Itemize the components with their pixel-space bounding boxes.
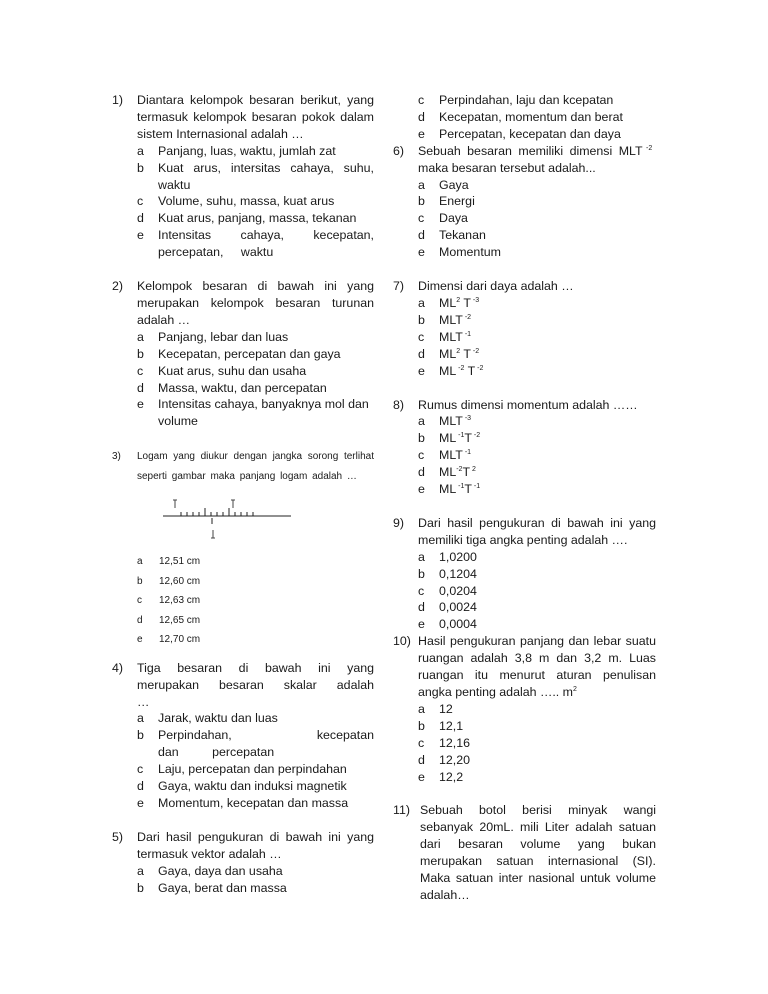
option-a [418,549,656,566]
option-e [418,481,656,498]
option-letter: a [137,711,144,726]
option-d [418,599,656,616]
option-letter: b [418,431,425,446]
option-letter: d [137,380,144,395]
dimension-exponent: -2 [456,364,465,372]
option-d [137,778,374,795]
option-text: Massa, waktu, dan percepatan [158,380,327,395]
option-text: Volume, suhu, massa, kuat arus [158,194,335,209]
question-number: 10) [393,634,411,649]
option-text: Panjang, luas, waktu, jumlah zat [158,143,336,158]
option-c [137,363,374,380]
left-column [112,92,374,897]
dimension-base: T [464,431,472,446]
option-text: Daya [439,211,468,226]
dimension-base: ML [439,295,457,310]
option-text: 0,0004 [439,617,477,632]
dimension-exponent: 2 [470,466,476,474]
option-letter: d [418,752,425,767]
option-letter: e [137,397,144,412]
question-text: Rumus dimensi momentum adalah …… [418,397,638,412]
option-a [418,295,656,312]
dimension-exponent: -1 [471,483,481,491]
option-text: Laju, percepatan dan perpindahan [158,762,347,777]
dimension-exponent: -2 [471,432,481,440]
question-text: Tiga besaran di bawah ini yang merupakan besaran skalar adalah … [137,660,374,709]
dimension-exponent: -1 [456,483,465,491]
option-text: 0,0204 [439,583,477,598]
option-b [418,312,656,329]
dimension-base: T [464,363,476,378]
dimension-exponent: -2 [462,313,472,321]
dimension-base: ML [439,465,457,480]
option-a [418,701,656,718]
option-text: 12,70 cm [159,634,201,646]
dimension-exponent: -2 [470,347,480,355]
option-text: 12,2 [439,769,464,784]
option-letter: b [418,718,425,733]
option-c [137,193,374,210]
question-10 [393,633,656,785]
option-c [418,210,656,227]
option-c [418,583,656,600]
option-text: Momentum [439,245,501,260]
unit-exponent: 2 [573,686,577,693]
option-letter: d [137,779,144,794]
option-d [418,109,656,126]
option-letter: e [418,363,425,378]
option-text: Percepatan, kecepatan dan daya [439,126,621,141]
vernier-ticks [181,508,253,516]
option-letter: e [418,126,425,141]
dimension-exponent: -3 [470,296,480,304]
option-letter: a [137,329,144,344]
option-d [418,227,656,244]
question-number: 8) [393,397,405,412]
dimension-exponent: -1 [462,330,472,338]
option-a [137,552,374,572]
option-b [418,718,656,735]
option-text: 12 [439,701,453,716]
option-text: Kecepatan, momentum dan berat [439,109,623,124]
right-column [393,92,656,904]
option-e [418,126,656,143]
question-number: 7) [393,279,405,294]
option-text: 12,20 [439,752,471,767]
dimension-base: ML [439,431,457,446]
option-e [137,795,374,812]
option-text: Gaya, waktu dan induksi magnetik [158,779,347,794]
option-letter: c [137,595,142,607]
option-text: 12,63 cm [159,595,201,607]
option-letter: b [418,194,425,209]
dimension-exponent: -3 [462,415,472,423]
option-a [418,177,656,194]
question-9 [393,515,656,633]
option-text: 12,60 cm [159,575,201,587]
option-letter: b [137,880,144,895]
question-number: 11) [393,803,410,818]
dimension-base: ML [439,482,457,497]
option-d [418,752,656,769]
dimension-exponent: -2 [475,364,484,372]
option-letter: c [137,363,144,378]
option-text: Kuat arus, panjang, massa, tekanan [158,211,357,226]
option-letter: d [418,346,425,361]
question-number: 4) [112,660,124,675]
option-letter: a [137,556,143,568]
option-letter: d [418,600,425,615]
option-letter: e [418,617,425,632]
question-text-after: maka besaran tersebut adalah... [418,160,596,175]
option-letter: a [137,863,144,878]
option-letter: b [137,575,143,587]
option-e [418,244,656,261]
option-letter: c [418,211,425,226]
option-b [418,566,656,583]
option-text: 12,1 [439,718,464,733]
question-4 [112,660,374,812]
option-a [137,143,374,160]
option-d [137,611,374,631]
option-a [418,413,656,430]
option-e [418,616,656,633]
question-text: Sebuah botol berisi minyak wangi sebanyak 20mL. mili Liter adalah satuan dari besaran volume yang bukan merupakan satuan internasional (SI). Maka satuan inter nasional untuk volume adalah… [420,803,656,902]
option-letter: c [418,448,425,463]
question-8 [393,397,656,498]
option-d [418,464,656,481]
option-text: 12,65 cm [159,614,201,626]
option-a [137,710,374,727]
option-letter: d [137,614,143,626]
question-5 [112,829,374,897]
option-c [137,591,374,611]
dimension-exponent: 2 [456,347,461,355]
option-b [137,160,374,194]
question-7 [393,278,656,379]
question-text: Diantara kelompok besaran berikut, yang termasuk kelompok besaran pokok dalam sistem Internasional adalah … [137,93,374,141]
question-number: 1) [112,93,124,107]
option-letter: a [418,177,425,192]
dimension-exponent: -2 [456,466,463,474]
dimension-exponent: 2 [456,296,461,304]
option-text: Gaya [439,177,469,192]
option-letter: c [418,735,425,750]
option-letter: c [418,93,425,107]
option-c [418,92,656,109]
question-text: Dari hasil pengukuran di bawah ini yang termasuk vektor adalah … [137,829,374,861]
option-letter: c [137,194,144,209]
dimension-exponent: -2 [646,144,653,152]
option-letter: a [418,414,425,429]
question-text: Kelompok besaran di bawah ini yang merupakan kelompok besaran turunan adalah … [137,279,374,327]
option-d [137,210,374,227]
option-text: Intensitas cahaya, banyaknya mol dan volume [158,397,369,429]
option-c [418,447,656,464]
question-number: 3) [112,451,121,463]
option-text: Jarak, waktu dan luas [158,711,278,726]
option-text: 0,1204 [439,566,477,581]
dimension-base: MLT [439,414,463,429]
option-letter: e [137,795,144,810]
dimension-base: MLT [439,329,463,344]
question-2 [112,278,374,430]
option-text: 0,0024 [439,600,477,615]
question-1 [112,92,374,261]
option-letter: d [418,109,425,124]
option-c [418,329,656,346]
option-letter: a [418,295,425,310]
question-5-continued [393,92,656,143]
option-letter: b [137,346,144,361]
option-letter: c [418,329,425,344]
option-c [418,735,656,752]
dimension-base: T [460,295,471,310]
option-text: Kecepatan, percepatan dan gaya [158,346,341,361]
option-d [137,380,374,397]
option-letter: e [418,769,425,784]
question-number: 2) [112,279,124,294]
question-3 [112,447,374,650]
option-text: Energi [439,194,475,209]
dimension-base: T [464,482,472,497]
question-text [418,143,656,177]
option-letter: b [137,728,144,743]
option-letter: e [137,228,144,243]
option-text: Kuat arus, suhu dan usaha [158,363,307,378]
option-text: Gaya, daya dan usaha [158,863,283,878]
vernier-caliper-figure [137,492,374,548]
option-letter: b [418,312,425,327]
option-text: 1,0200 [439,549,477,564]
option-a [137,329,374,346]
option-text: 12,16 [439,735,471,750]
option-e [137,227,374,261]
question-text-main: Sebuah besaran memiliki dimensi MLT [418,143,643,158]
option-b [137,572,374,592]
vernier-caliper-drawing [159,492,299,548]
dimension-base: MLT [439,312,463,327]
question-6 [393,143,656,261]
dimension-base: T [460,346,471,361]
dimension-base: ML [439,346,457,361]
option-b [137,346,374,363]
option-letter: c [418,583,425,598]
option-text: Intensitas cahaya, kecepatan, percepatan, waktu [158,228,374,260]
option-b [418,193,656,210]
option-e [418,769,656,786]
option-b [137,880,374,897]
option-letter: c [137,762,144,777]
option-text: Momentum, kecepatan dan massa [158,795,349,810]
question-text: Logam yang diukur dengan jangka sorong terlihat seperti gambar maka panjang logam adalah … [137,451,374,482]
option-letter: d [418,228,425,243]
option-letter: e [418,482,425,497]
option-letter: b [137,160,144,175]
option-letter: d [418,465,425,480]
option-text: 12,51 cm [159,556,201,568]
question-text: Dari hasil pengukuran di bawah ini yang memiliki tiga angka penting adalah …. [418,515,656,547]
option-d [418,346,656,363]
option-text: Perpindahan, kecepatan dan percepatan [158,728,374,760]
option-e [137,396,374,430]
option-text: Tekanan [439,228,486,243]
question-text: Dimensi dari daya adalah … [418,279,574,294]
dimension-base: T [462,465,471,480]
option-b [137,727,374,761]
option-a [137,863,374,880]
dimension-exponent: -1 [456,432,465,440]
option-letter: e [137,634,143,646]
question-number: 9) [393,515,405,530]
option-letter: d [137,211,144,226]
dimension-base: MLT [439,448,463,463]
option-e [137,630,374,650]
question-number: 6) [393,143,405,158]
question-text-main: Hasil pengukuran panjang dan lebar suatu ruangan adalah 3,8 m dan 3,2 m. Luas ruangan itu menurut aturan penulisan angka penting adalah ….. m [418,634,656,699]
option-letter: e [418,245,425,260]
question-text [418,633,656,701]
option-letter: b [418,566,425,581]
option-text: Perpindahan, laju dan kcepatan [439,93,614,107]
option-text: Kuat arus, intersitas cahaya, suhu, waktu [158,160,374,192]
option-letter: a [137,143,144,158]
question-11 [393,802,656,903]
option-letter: a [418,549,425,564]
option-c [137,761,374,778]
option-text: Panjang, lebar dan luas [158,329,289,344]
option-letter: a [418,701,425,716]
dimension-base: ML [439,363,457,378]
question-number: 5) [112,829,124,844]
option-b [418,430,656,447]
option-e [418,363,656,380]
dimension-exponent: -1 [462,449,472,457]
option-text: Gaya, berat dan massa [158,880,287,895]
